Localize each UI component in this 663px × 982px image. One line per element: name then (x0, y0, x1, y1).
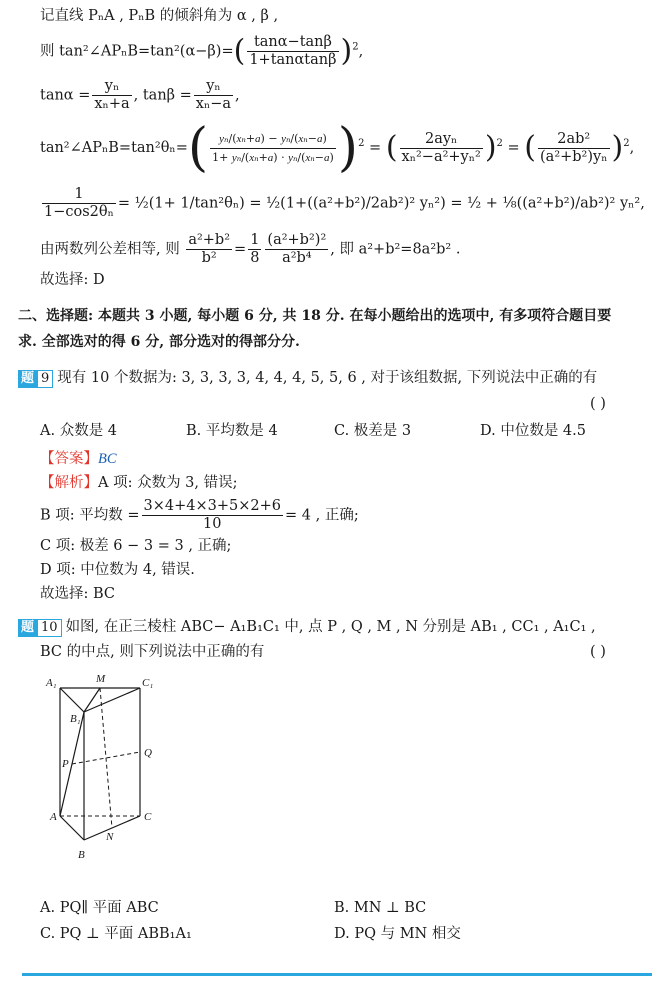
fraction: $\frac{\text{(a²+b²)²}}{\text{a²b⁴}}$ (267, 232, 327, 266)
question-number: 10 (37, 619, 62, 637)
fraction: $\frac{\text{2ab²}}{\text{(a²+b²)yₙ}}$ (540, 130, 608, 165)
section-heading-line-1: 二、选择题: 本题共 3 小题, 每小题 6 分, 共 18 分. 在每小题给出的选项中, 有多项符合题目要 (18, 308, 612, 324)
derivation-line-1: 记直线 PₙA , PₙB 的倾斜角为 α , β , (40, 8, 279, 24)
question-badge: 题 (18, 370, 37, 388)
q9-answer (40, 449, 117, 469)
label-b1: B₁ (70, 713, 81, 725)
q9-conclusion: 故选择: BC (40, 586, 116, 602)
fraction: $\frac{\text{2ayₙ}}{\text{xₙ²−a²+yₙ²}}$ (401, 130, 481, 165)
label-n: N (106, 831, 114, 843)
derivation-line-2: 则 tan²∠APₙB=tan²(α−β)=( $\frac{\tan\alpha-\tan\beta}{1+\tan\alpha\tan\beta}$ )$^2$, (40, 33, 364, 69)
segment-mn-hidden (100, 688, 112, 828)
q9-analysis-a: 【解析】A 项: 众数为 3, 错误; (40, 475, 238, 491)
fraction: $\frac{\text{a²+b²}}{\text{b²}}$ (188, 232, 231, 266)
prism-figure (40, 668, 170, 868)
q10-stem-line-2: BC 的中点, 则下列说法中正确的有 (40, 644, 265, 660)
q10-stem-text: 如图, 在正三棱柱 ABC− A₁B₁C₁ 中, 点 P , Q , M , N 分别是 AB₁ , CC₁ , A₁C₁ , (65, 619, 596, 635)
label-p: P (62, 758, 69, 770)
q10-stem-line-1 (18, 617, 596, 637)
q9-option-d: D. 中位数是 4.5 (480, 423, 586, 439)
fraction: $\frac{1}{\text{1−cos2θₙ}}$ (44, 186, 114, 220)
derivation-line-6: 由两数列公差相等, 则 $\frac{\text{a²+b²}}{\text{b²}}$ = $\frac{1}{8}$ $\frac{\text{(a²+b²)²}}{\text{a²b⁴}}$ , 即 a²+b²=8a²b² . (40, 232, 461, 266)
answer-label: 【答案】 (40, 451, 98, 467)
label-c1: C₁ (142, 677, 154, 689)
label-m: M (96, 673, 106, 685)
label-b: B (78, 849, 85, 861)
question-badge: 题 (18, 619, 37, 637)
q9-analysis-b: B 项: 平均数 = $\frac{3\times 4+4\times 3+5\times 2+6}{10}$ = 4 , 正确; (40, 498, 359, 532)
fraction: $\frac{1}{8}$ (250, 232, 260, 266)
q10-option-c: C. PQ ⊥ 平面 ABB₁A₁ (40, 926, 192, 942)
q9-option-b: B. 平均数是 4 (186, 423, 278, 439)
q9-option-a: A. 众数是 4 (40, 423, 118, 439)
q9-stem (18, 368, 597, 388)
q10-answer-blank: ( ) (590, 644, 606, 660)
q10-option-a: A. PQ∥ 平面 ABC (40, 900, 159, 916)
q9-analysis-d: D 项: 中位数为 4, 错误. (40, 562, 195, 578)
analysis-label: 【解析】 (40, 475, 98, 491)
q9-analysis-c: C 项: 极差 6 − 3 = 3 , 正确; (40, 538, 232, 554)
section-heading-line-2: 求. 全部选对的得 6 分, 部分选对的得部分分. (18, 334, 300, 350)
footer-rule (22, 973, 652, 976)
edge-ab (60, 816, 84, 840)
derivation-line-4: tan²∠APₙB=tan²θₙ=( $\frac{\text{yₙ/(xₙ+a) − yₙ/(xₙ−a)}}{\text{1+ yₙ/(xₙ+a) · yₙ/(xₙ−a)}}$ )$^2$ = ( $\frac{\text{2ayₙ}}{\text{xₙ²−a²+yₙ²}}$ )$^2$ = ( $\frac{\text{2ab²}}{\text{(a²+b²)yₙ}}$ )$^2$, (40, 118, 635, 178)
q10-option-d: D. PQ 与 MN 相交 (334, 926, 461, 942)
fraction: $\frac{3\times 4+4\times 3+5\times 2+6}{10}$ (143, 498, 282, 532)
q9-option-c: C. 极差是 3 (334, 423, 412, 439)
label-a1: A₁ (46, 677, 57, 689)
fraction: $\frac{\tan\alpha-\tan\beta}{1+\tan\alpha\tan\beta}$ (249, 34, 337, 68)
compound-fraction: $\frac{\text{yₙ/(xₙ+a) − yₙ/(xₙ−a)}}{\text{1+ yₙ/(xₙ+a) · yₙ/(xₙ−a)}}$ (212, 131, 334, 164)
label-a: A (50, 811, 57, 823)
derivation-line-3: tanα = $\frac{\text{yₙ}}{\text{xₙ+a}}$ , tanβ = $\frac{\text{yₙ}}{\text{xₙ−a}}$ , (40, 78, 240, 112)
answer-value: BC (98, 451, 117, 467)
derivation-line-2-prefix: 则 tan²∠APₙB=tan²(α−β)= (40, 43, 234, 60)
q9-stem-text: 现有 10 个数据为: 3, 3, 3, 3, 4, 4, 4, 5, 5, 6 , 对于该组数据, 下列说法中正确的有 (57, 370, 598, 386)
label-c: C (144, 811, 152, 823)
edge-a1b1 (60, 688, 84, 712)
derivation-line-5: $\frac{1}{\text{1−cos2θₙ}}$ = ½(1+ 1/tan²θₙ) = ½(1+((a²+b²)/2ab²)² yₙ²) = ½ + ⅛((a²+b²)/ab²)² yₙ², (44, 186, 645, 220)
fraction: $\frac{\text{yₙ}}{\text{xₙ+a}}$ (94, 78, 130, 112)
q10-option-b: B. MN ⊥ BC (334, 900, 427, 916)
label-q: Q (144, 747, 152, 759)
q9-answer-blank: ( ) (590, 396, 606, 412)
fraction: $\frac{\text{yₙ}}{\text{xₙ−a}}$ (195, 78, 232, 112)
question-number: 9 (37, 370, 53, 388)
derivation-line-7: 故选择: D (40, 272, 105, 288)
